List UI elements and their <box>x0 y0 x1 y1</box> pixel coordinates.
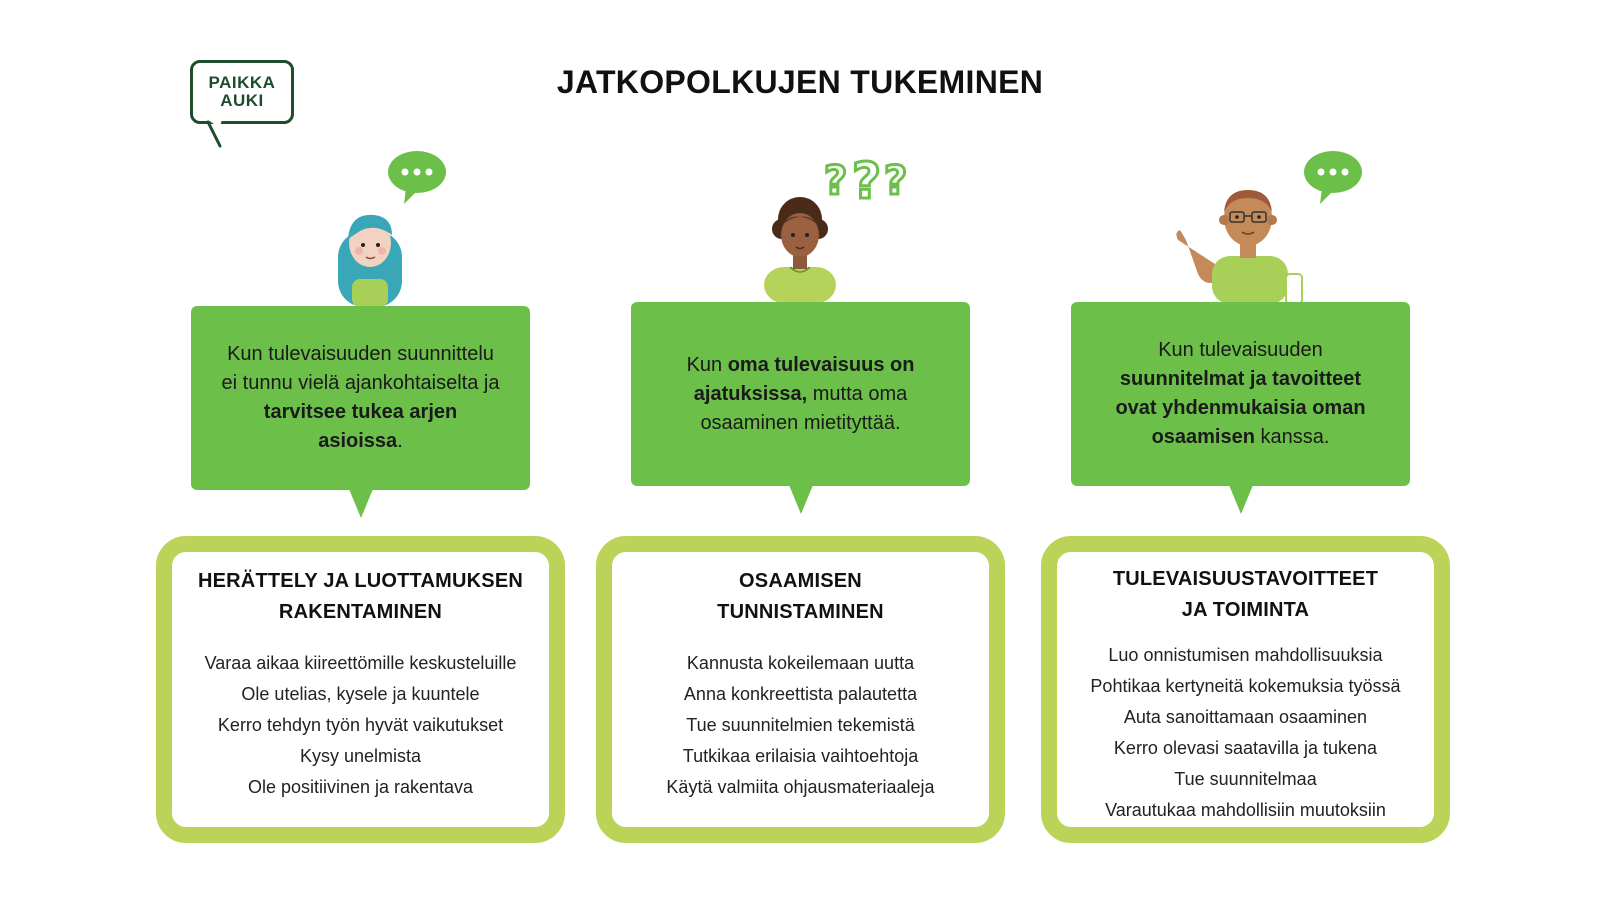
card-list-3 <box>1057 640 1434 826</box>
list-item: Käytä valmiita ohjausmateriaaleja <box>666 777 935 797</box>
bubble-text-bold: tarvitsee tukea arjen asioissa <box>263 401 458 452</box>
list-item: Kerro tehdyn työn hyvät vaikutukset <box>217 715 504 735</box>
svg-text:?: ? <box>884 158 908 204</box>
page-title: JATKOPOLKUJEN TUKEMINEN <box>556 64 1044 100</box>
bubble-text: mutta oma osaaminen mietityttää. <box>700 382 908 434</box>
support-card-2 <box>596 536 1005 843</box>
logo-line-2: AUKI <box>220 91 264 110</box>
card-title-3: TULEVAISUUSTAVOITTEET JA TOIMINTA <box>1112 568 1379 621</box>
list-item: Tutkikaa erilaisia vaihtoehtoja <box>682 746 919 766</box>
bubble-text: Kun <box>686 353 728 376</box>
bubble-text: Kun tulevaisuuden suunnittelu ei tunnu vielä ajankohtaiselta ja <box>221 343 500 394</box>
logo-line-1: PAIKKA <box>208 73 276 92</box>
bubble-text-bold: oma tulevaisuus on ajatuksissa, <box>693 353 915 405</box>
svg-text:?: ? <box>852 152 882 206</box>
list-item: Varautukaa mahdollisiin muutoksiin <box>1105 800 1386 820</box>
list-item: Tue suunnitelmaa <box>1174 769 1317 789</box>
card-list-1 <box>172 648 549 803</box>
list-item: Luo onnistumisen mahdollisuuksia <box>1108 645 1383 665</box>
bubble-text: . <box>397 430 403 452</box>
speech-dots-icon <box>386 150 448 204</box>
card-title-2: OSAAMISEN TUNNISTAMINEN <box>717 570 884 623</box>
list-item: Varaa aikaa kiireettömille keskusteluille <box>204 653 517 673</box>
bubble-text-bold: suunnitelmat ja tavoitteet ovat yhdenmukaisia oman osaamisen <box>1115 368 1366 448</box>
card-title-1: HERÄTTELY JA LUOTTAMUKSEN RAKENTAMINEN <box>197 570 524 623</box>
situation-bubble-2 <box>631 302 970 486</box>
situation-bubble-3 <box>1071 302 1410 486</box>
list-item: Pohtikaa kertyneitä kokemuksia työssä <box>1090 676 1401 696</box>
question-marks-icon <box>822 150 914 206</box>
bubble-text: Kun tulevaisuuden <box>1158 339 1323 361</box>
list-item: Ole utelias, kysele ja kuuntele <box>241 684 480 704</box>
man-glasses-figure <box>1168 182 1308 304</box>
list-item: Kannusta kokeilemaan uutta <box>686 653 915 673</box>
list-item: Kysy unelmista <box>299 746 422 766</box>
list-item: Kerro olevasi saatavilla ja tukena <box>1113 738 1378 758</box>
support-card-3 <box>1041 536 1450 843</box>
situation-text-2 <box>661 351 940 438</box>
card-list-2 <box>612 648 989 803</box>
list-item: Tue suunnitelmien tekemistä <box>686 715 915 735</box>
situation-text-3 <box>1101 336 1380 452</box>
situation-bubble-1 <box>191 306 530 490</box>
bubble-text: kanssa. <box>1254 426 1330 448</box>
list-item: Auta sanoittamaan osaaminen <box>1123 707 1368 727</box>
situation-text-1 <box>221 340 500 456</box>
woman-curly-hair-figure <box>760 195 840 303</box>
woman-blue-hair-figure <box>330 205 410 307</box>
support-card-1 <box>156 536 565 843</box>
speech-dots-icon <box>1302 150 1364 204</box>
list-item: Anna konkreettista palautetta <box>683 684 918 704</box>
list-item: Ole positiivinen ja rakentava <box>247 777 474 797</box>
svg-text:?: ? <box>824 158 848 204</box>
logo-tail-icon <box>200 120 240 152</box>
